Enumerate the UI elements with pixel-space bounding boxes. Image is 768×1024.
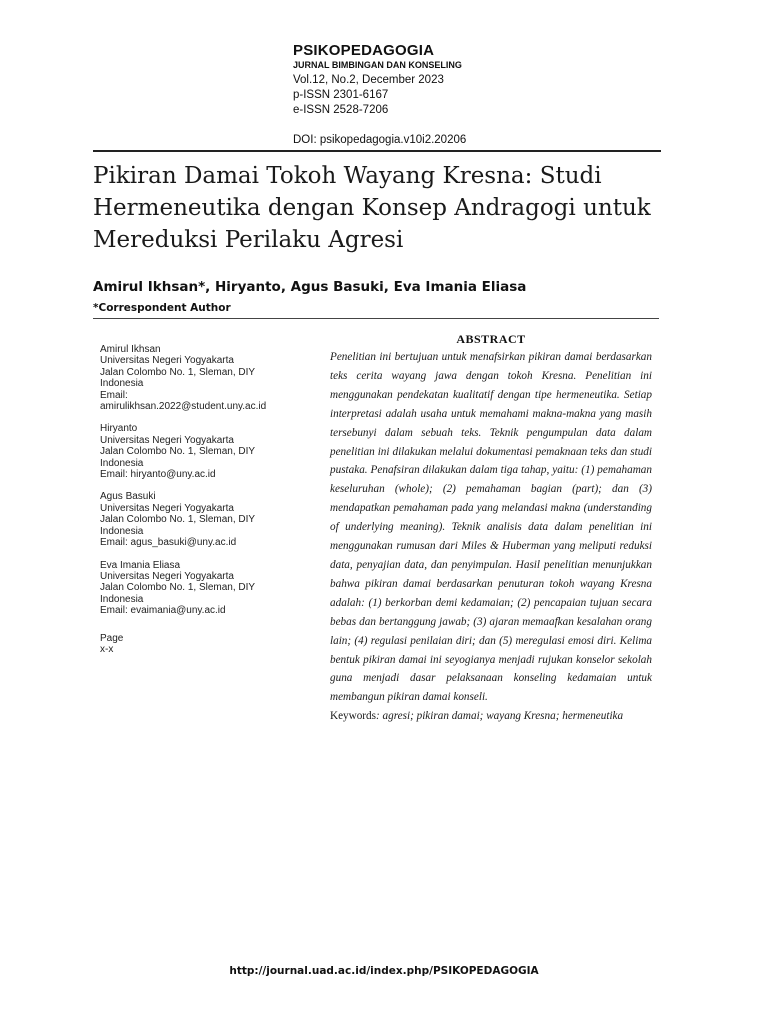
affiliation-line: Indonesia	[100, 593, 144, 605]
title-line: Mereduksi Perilaku Agresi	[93, 227, 404, 253]
affiliation-name: Agus Basuki	[100, 491, 156, 503]
page-range: x-x	[100, 643, 114, 655]
affiliation-line: Jalan Colombo No. 1, Sleman, DIY	[100, 366, 256, 378]
affiliation-block	[100, 491, 310, 548]
volume-info: Vol.12, No.2, December 2023	[293, 74, 444, 86]
e-issn: e-ISSN 2528-7206	[293, 104, 389, 116]
affiliation-line: Indonesia	[100, 525, 144, 537]
affiliations-column	[100, 344, 310, 655]
journal-name: PSIKOPEDAGOGIA	[293, 42, 435, 59]
affiliation-name: Eva Imania Eliasa	[100, 559, 181, 571]
abstract-body: Penelitian ini bertujuan untuk menafsirkan pikiran damai berdasarkan teks cerita wayang jawa dengan tokoh Kresna. Penelitian ini menggunakan pendekatan kualitatif dengan tipe hermeneutika. Setiap interpretasi adalah usaha untuk memahami makna-makna yang masih tersebunyi dalam sebuah teks. Teknik pengumpulan data dalam penelitian ini dilakukan melalui dokumentasi pemaknaan teks dan studi pustaka. Penafsiran dilakukan dalam tiga tahap, yaitu: (1) pemahaman keseluruhan (whole); (2) pemahaman bagian (part); dan (3) mendapatkan pemahaman pada yang melandasi makna (understanding of underlying meaning). Teknik analisis data dalam penelitian ini menggunakan rumusan dari Miles & Huberman yang meliputi reduksi data, penyajian data, dan penyimpulan. Hasil penelitian menunjukkan bahwa pikiran damai berdasarkan penuturan tokoh wayang Kresna adalah: (1) berkorban demi kedamaian; (2) pencapaian tujuan secara bebas dan bertanggung jawab; (3) ajaran memaafkan kesalahan orang lain; (4) regulasi penilaian diri; dan (5) meregulasi emosi diri. Kelima bentuk pikiran damai ini seyogianya menjadi rujukan konselor sekolah guna menjadi dasar pelaksanaan konseling kedamaian untuk membangun pikiran damai konseli.	[330, 351, 652, 704]
affiliation-name: Amirul Ikhsan	[100, 344, 161, 355]
title-line: Pikiran Damai Tokoh Wayang Kresna: Studi	[93, 163, 602, 189]
affiliation-block	[100, 423, 310, 480]
abstract-section	[330, 348, 652, 726]
affiliation-line: Jalan Colombo No. 1, Sleman, DIY	[100, 446, 256, 458]
correspondent-note: *Correspondent Author	[93, 302, 231, 314]
authors-rule	[93, 318, 659, 319]
journal-url[interactable]: http://journal.uad.ac.id/index.php/PSIKOPEDAGOGIA	[229, 965, 539, 977]
affiliation-email: amirulikhsan.2022@student.uny.ac.id	[100, 401, 267, 413]
abstract-heading: ABSTRACT	[456, 332, 526, 346]
affiliation-line: Universitas Negeri Yogyakarta	[100, 502, 234, 514]
affiliation-email: Email: agus_basuki@uny.ac.id	[100, 537, 237, 549]
doi: DOI: psikopedagogia.v10i2.20206	[293, 134, 467, 146]
affiliation-block	[100, 344, 310, 412]
title-line: Hermeneutika dengan Konsep Andragogi untuk	[93, 195, 651, 221]
journal-subtitle: JURNAL BIMBINGAN DAN KONSELING	[293, 60, 462, 70]
keywords-label: Keywords	[330, 710, 376, 723]
author-list: Amirul Ikhsan*, Hiryanto, Agus Basuki, Eva Imania Eliasa	[93, 279, 527, 295]
keywords-text: : agresi; pikiran damai; wayang Kresna; hermeneutika	[376, 710, 624, 723]
p-issn: p-ISSN 2301-6167	[293, 89, 389, 101]
affiliation-email: Email: hiryanto@uny.ac.id	[100, 469, 216, 481]
affiliation-line: Jalan Colombo No. 1, Sleman, DIY	[100, 514, 256, 526]
page-label: Page	[100, 632, 124, 644]
affiliation-line: Indonesia	[100, 378, 144, 390]
page-info	[100, 633, 310, 656]
affiliation-email: Email: evaimania@uny.ac.id	[100, 605, 226, 617]
affiliation-line: Universitas Negeri Yogyakarta	[100, 434, 234, 446]
affiliation-line: Jalan Colombo No. 1, Sleman, DIY	[100, 582, 256, 594]
affiliation-line: Universitas Negeri Yogyakarta	[100, 570, 234, 582]
affiliation-name: Hiryanto	[100, 423, 138, 435]
article-title	[93, 160, 653, 256]
header-rule	[93, 150, 661, 152]
affiliation-block	[100, 560, 310, 617]
affiliation-line: Email:	[100, 389, 128, 401]
affiliation-line: Universitas Negeri Yogyakarta	[100, 355, 234, 367]
affiliation-line: Indonesia	[100, 457, 144, 469]
